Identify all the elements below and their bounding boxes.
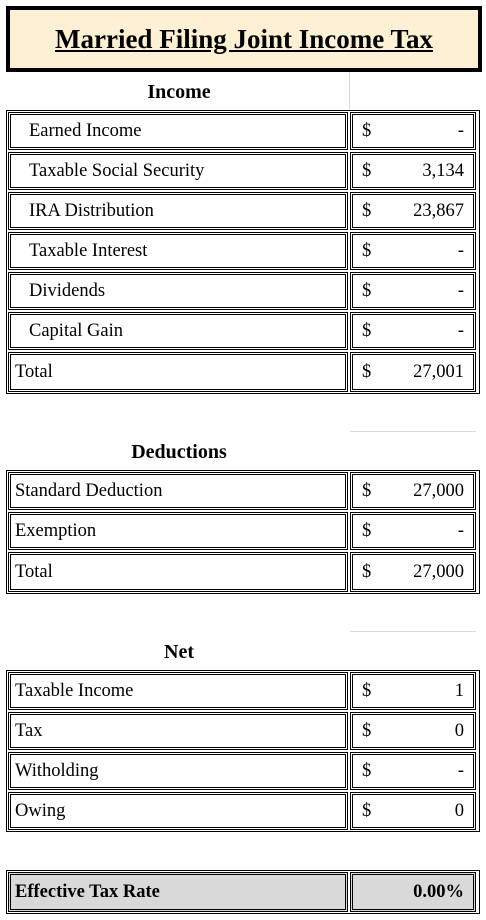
income-heading: Income <box>147 81 211 103</box>
page-title: Married Filing Joint Income Tax <box>55 23 433 54</box>
amount: - <box>457 280 464 301</box>
amount: - <box>457 120 464 141</box>
currency-symbol: $ <box>362 520 372 541</box>
income-label-capital-gain: Capital Gain <box>8 312 348 350</box>
amount: 0 <box>454 800 464 821</box>
deductions-value-standard <box>350 472 476 510</box>
deductions-label-exemption: Exemption <box>8 512 348 550</box>
deductions-label-standard: Standard Deduction <box>8 472 348 510</box>
currency-symbol: $ <box>362 320 372 341</box>
currency-symbol: $ <box>362 480 372 501</box>
gridline <box>350 431 476 432</box>
amount: - <box>457 520 464 541</box>
net-label-owing: Owing <box>8 792 348 830</box>
income-value-dividends <box>350 272 476 310</box>
net-label-taxable-income: Taxable Income <box>8 672 348 710</box>
amount: 27,000 <box>413 561 464 582</box>
income-label-social-security: Taxable Social Security <box>8 152 348 190</box>
net-heading: Net <box>164 641 194 663</box>
income-label-ira: IRA Distribution <box>8 192 348 230</box>
currency-symbol: $ <box>362 280 372 301</box>
effective-rate-value: 0.00% <box>350 872 476 912</box>
currency-symbol: $ <box>362 200 372 221</box>
amount: 27,000 <box>413 480 464 501</box>
net-value-tax <box>350 712 476 750</box>
amount: 0 <box>454 720 464 741</box>
income-value-capital-gain <box>350 312 476 350</box>
currency-symbol: $ <box>362 760 372 781</box>
income-label-dividends: Dividends <box>8 272 348 310</box>
currency-symbol: $ <box>362 240 372 261</box>
amount: 27,001 <box>413 361 464 382</box>
currency-symbol: $ <box>362 720 372 741</box>
income-label-interest: Taxable Interest <box>8 232 348 270</box>
income-label-earned: Earned Income <box>8 112 348 150</box>
net-label-withholding: Witholding <box>8 752 348 790</box>
currency-symbol: $ <box>362 561 372 582</box>
deductions-value-exemption <box>350 512 476 550</box>
income-value-earned <box>350 112 476 150</box>
currency-symbol: $ <box>362 680 372 701</box>
amount: - <box>457 760 464 781</box>
income-total-label: Total <box>8 352 348 392</box>
income-value-interest <box>350 232 476 270</box>
deductions-total-value <box>350 552 476 592</box>
currency-symbol: $ <box>362 120 372 141</box>
income-value-social-security <box>350 152 476 190</box>
income-total-value <box>350 352 476 392</box>
deductions-total-label: Total <box>8 552 348 592</box>
effective-rate-label: Effective Tax Rate <box>8 872 348 912</box>
title-box <box>6 6 482 72</box>
income-value-ira <box>350 192 476 230</box>
currency-symbol: $ <box>362 361 372 382</box>
amount: 1 <box>454 680 464 701</box>
net-value-taxable-income <box>350 672 476 710</box>
net-label-tax: Tax <box>8 712 348 750</box>
net-value-withholding <box>350 752 476 790</box>
amount: 3,134 <box>422 160 464 181</box>
net-value-owing <box>350 792 476 830</box>
amount: - <box>457 320 464 341</box>
amount: 23,867 <box>413 200 464 221</box>
currency-symbol: $ <box>362 800 372 821</box>
gridline <box>350 631 476 632</box>
gridline <box>349 72 350 110</box>
deductions-heading: Deductions <box>131 441 227 463</box>
amount: - <box>457 240 464 261</box>
currency-symbol: $ <box>362 160 372 181</box>
